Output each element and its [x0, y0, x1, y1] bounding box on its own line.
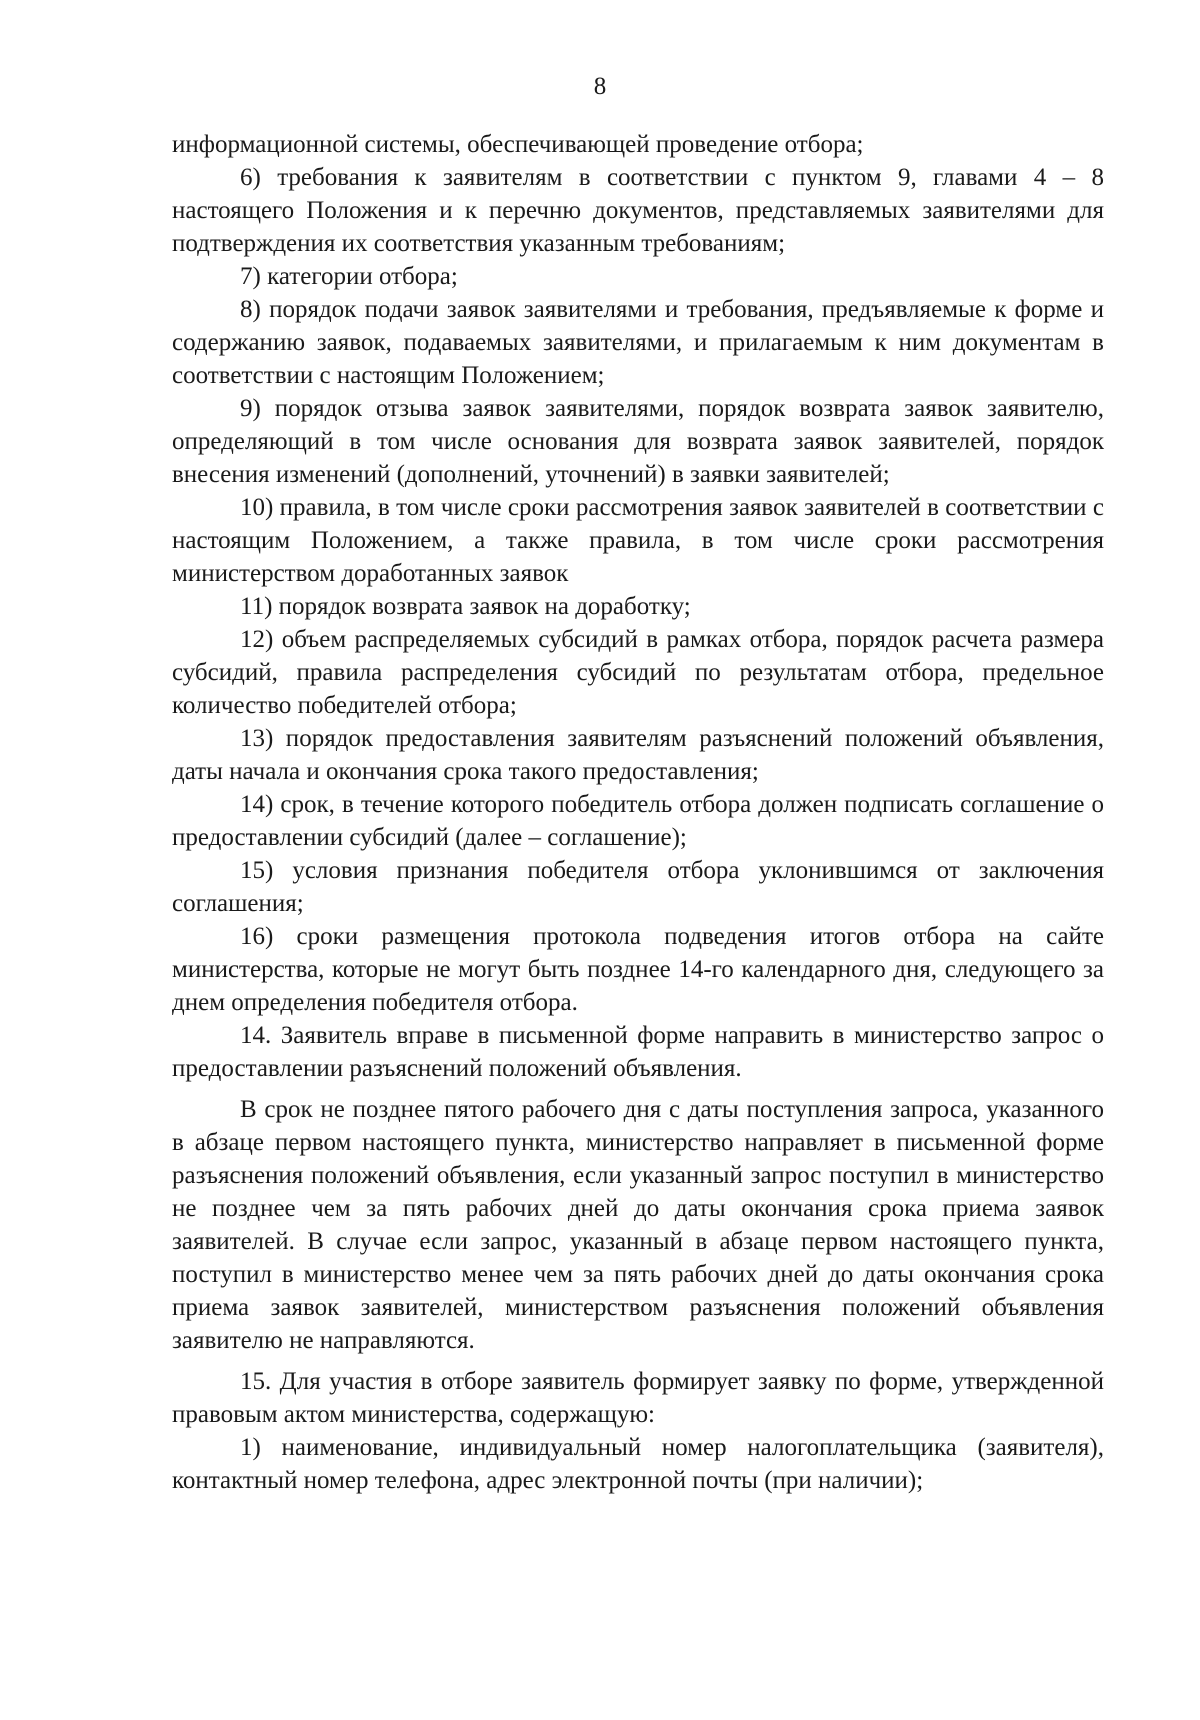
page-number: 8: [593, 73, 607, 100]
paragraph: 12) объем распределяемых субсидий в рамках отбора, порядок расчета размера субсидий, правила распределения субсидий по результатам отбора, предельное количество победителей отбора;: [172, 626, 1104, 719]
paragraph: информационной системы, обеспечивающей проведение отбора;: [172, 131, 864, 158]
paragraph: 6) требования к заявителям в соответствии с пунктом 9, главами 4 – 8 настоящего Положения и к перечню документов, представляемых заявителями для подтверждения их соответствия указанным требованиям;: [172, 164, 1104, 257]
paragraph: 15) условия признания победителя отбора уклонившимся от заключения соглашения;: [172, 857, 1104, 917]
paragraph: 7) категории отбора;: [240, 263, 458, 290]
paragraph: 16) сроки размещения протокола подведения итогов отбора на сайте министерства, которые не могут быть позднее 14-го календарного дня, следующего за днем определения победителя отбора.: [172, 923, 1104, 1016]
paragraph: 10) правила, в том числе сроки рассмотрения заявок заявителей в соответствии с настоящим Положением, а также правила, в том числе сроки рассмотрения министерством доработанных заявок: [172, 494, 1104, 587]
paragraph: 1) наименование, индивидуальный номер налогоплательщика (заявителя), контактный номер телефона, адрес электронной почты (при наличии);: [172, 1434, 1104, 1494]
paragraph: 15. Для участия в отборе заявитель формирует заявку по форме, утвержденной правовым актом министерства, содержащую:: [172, 1368, 1104, 1428]
paragraph: В срок не позднее пятого рабочего дня с даты поступления запроса, указанного в абзаце первом настоящего пункта, министерство направляет в письменной форме разъяснения положений объявления, если указанный запрос поступил в министерство не позднее чем за пять рабочих дней до даты окончания срока приема заявок заявителей. В случае если запрос, указанный в абзаце первом настоящего пункта, поступил в министерство менее чем за пять рабочих дней до даты окончания срока приема заявок заявителей, министерством разъяснения положений объявления заявителю не направляются.: [172, 1096, 1104, 1354]
paragraph: 11) порядок возврата заявок на доработку;: [240, 593, 691, 620]
paragraph: 14. Заявитель вправе в письменной форме направить в министерство запрос о предоставлении разъяснений положений объявления.: [172, 1022, 1104, 1082]
paragraph: 14) срок, в течение которого победитель отбора должен подписать соглашение о предоставлении субсидий (далее – соглашение);: [172, 791, 1104, 851]
paragraph: 8) порядок подачи заявок заявителями и требования, предъявляемые к форме и содержанию заявок, подаваемых заявителями, и прилагаемым к ним документам в соответствии с настоящим Положением;: [172, 296, 1104, 389]
paragraph: 13) порядок предоставления заявителям разъяснений положений объявления, даты начала и окончания срока такого предоставления;: [172, 725, 1104, 785]
paragraph: 9) порядок отзыва заявок заявителями, порядок возврата заявок заявителю, определяющий в том числе основания для возврата заявок заявителей, порядок внесения изменений (дополнений, уточнений) в заявки заявителей;: [172, 395, 1104, 488]
document-body: [172, 128, 1104, 1497]
